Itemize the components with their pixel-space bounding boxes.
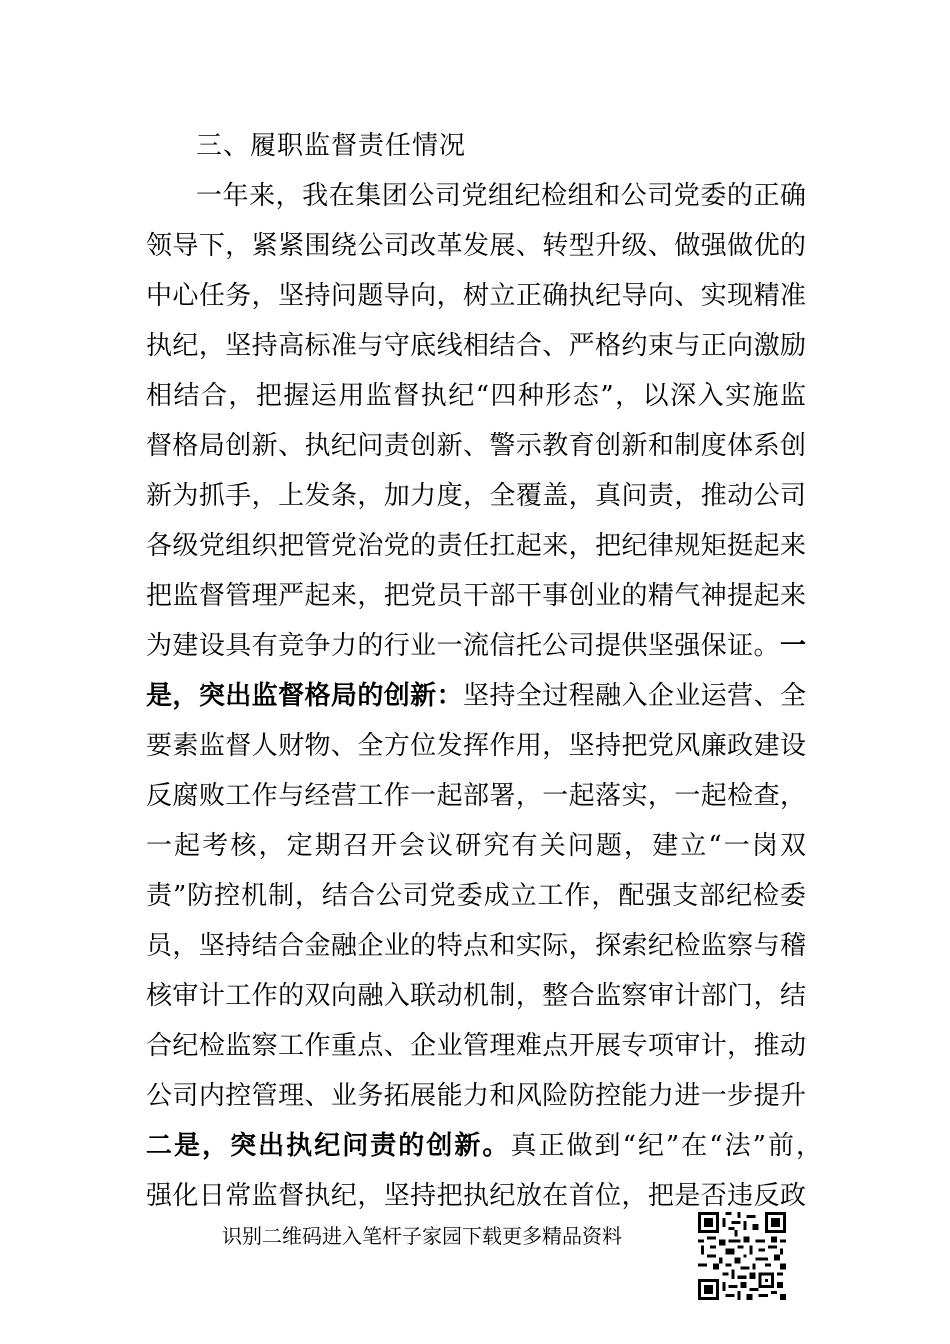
body-line: 各级党组织把管党治党的责任扛起来，把纪律规矩挺起来 (146, 531, 806, 561)
qr-code-icon[interactable] (698, 1212, 786, 1300)
body-line: 相结合，把握运用监督执纪“四种形态”，以深入实施监 (146, 381, 806, 411)
body-line: 公司内控管理、业务拓展能力和风险防控能力进一步提升 (146, 1081, 806, 1111)
body-line: 一起考核，定期召开会议研究有关问题，建立“一岗双 (146, 831, 806, 861)
body-line: 督格局创新、执纪问责创新、警示教育创新和制度体系创 (146, 431, 806, 461)
body-line: 核审计工作的双向融入联动机制，整合监察审计部门，结 (146, 981, 806, 1011)
body-text: 坚持全过程融入企业运营、全 (463, 681, 806, 711)
body-line (146, 628, 806, 664)
body-line: 中心任务，坚持问题导向，树立正确执纪导向、实现精准 (146, 281, 806, 311)
body-text: 为建设具有竞争力的行业一流信托公司提供坚强保证。 (146, 631, 780, 661)
bold-lead: 二是，突出执纪问责的创新。 (146, 1131, 511, 1161)
body-line: 一年来，我在集团公司党组纪检组和公司党委的正确 (196, 181, 806, 211)
body-line: 把监督管理严起来，把党员干部干事创业的精气神提起来 (146, 581, 806, 611)
bold-lead: 是，突出监督格局的创新： (146, 681, 463, 711)
body-line: 新为抓手，上发条，加力度，全覆盖，真问责，推动公司 (146, 481, 806, 511)
body-line: 要素监督人财物、全方位发挥作用，坚持把党风廉政建设 (146, 731, 806, 761)
body-line: 领导下，紧紧围绕公司改革发展、转型升级、做强做优的 (146, 231, 806, 261)
body-text: 真正做到“纪”在“法”前， (510, 1131, 822, 1161)
body-line: 反腐败工作与经营工作一起部署，一起落实，一起检查， (146, 781, 806, 811)
body-line (146, 678, 806, 714)
body-line: 强化日常监督执纪，坚持把执纪放在首位，把是否违反政 (146, 1181, 806, 1211)
section-heading: 三、履职监督责任情况 (196, 131, 467, 161)
body-line (146, 1128, 822, 1164)
body-line: 执纪，坚持高标准与守底线相结合、严格约束与正向激励 (146, 331, 806, 361)
body-line: 员，坚持结合金融企业的特点和实际，探索纪检监察与稽 (146, 931, 806, 961)
footer-promo-text: 识别二维码进入笔杆子家园下载更多精品资料 (222, 1224, 622, 1248)
body-line: 合纪检监察工作重点、企业管理难点开展专项审计，推动 (146, 1031, 806, 1061)
body-line: 责”防控机制，结合公司党委成立工作，配强支部纪检委 (146, 881, 806, 911)
bold-lead: 一 (779, 631, 806, 661)
